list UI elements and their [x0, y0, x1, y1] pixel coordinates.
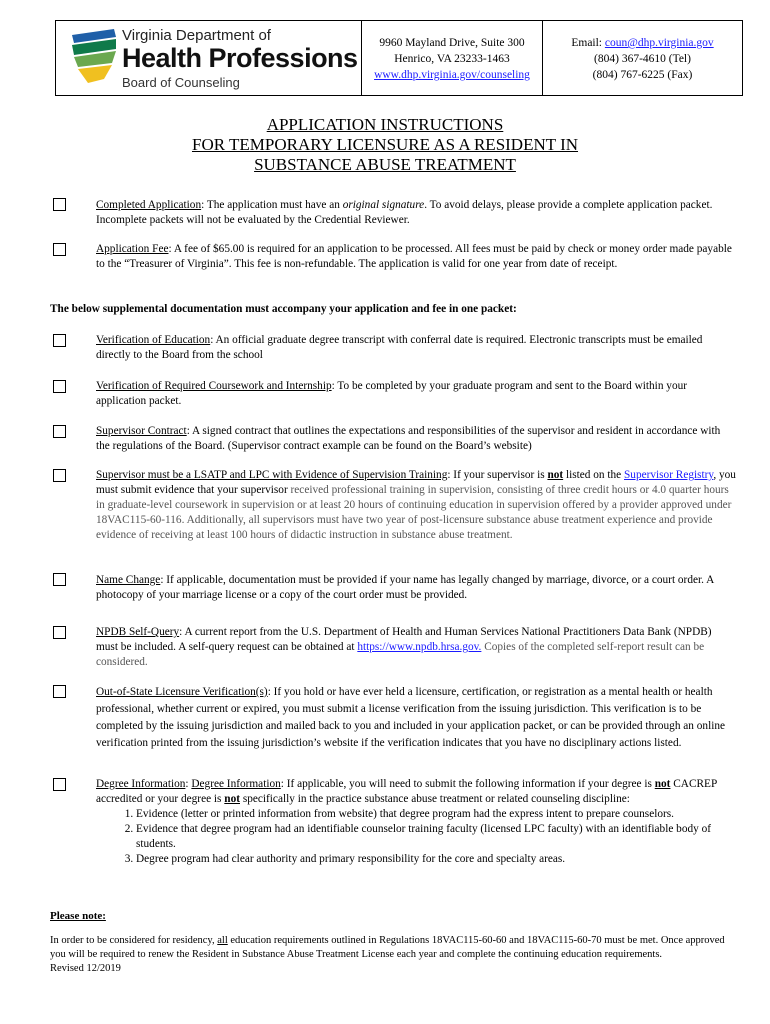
note-heading: Please note: — [50, 910, 106, 922]
checkbox-completed-application[interactable] — [53, 198, 66, 211]
supplemental-heading: The below supplemental documentation must accompany your application and fee in one packet: — [50, 303, 517, 315]
item-label: Verification of Education — [96, 334, 211, 346]
note-text: education requirements outlined in Regulations 18VAC115-60-60 and 18VAC115-60-70 must be met. Once approved you will be required to renew the Resident in Substance Abuse Treatment License each year and complete the continuing education requirements. — [50, 935, 725, 960]
email-label: Email: — [571, 37, 605, 49]
item-text: . To avoid delays, please provide a complete application packet. Incomplete packets will not be evaluated by the Credential Reviewer. — [96, 199, 713, 226]
fax-line: (804) 767-6225 (Fax) — [592, 69, 693, 81]
item-emphasis: not — [547, 469, 564, 481]
supervisor-registry-link[interactable]: Supervisor Registry — [624, 469, 714, 481]
revised-date: Revised 12/2019 — [50, 963, 121, 974]
item-label: Degree Information — [96, 778, 186, 790]
checkbox-supervisor-contract[interactable] — [53, 425, 66, 438]
contact-block — [543, 21, 742, 95]
checkbox-education[interactable] — [53, 334, 66, 347]
item-text: : To be completed by your graduate program and sent to the Board within your application packet. — [96, 380, 688, 407]
item-label: Out-of-State Licensure Verification(s) — [96, 686, 268, 698]
note-text: In order to be considered for residency, — [50, 935, 218, 946]
title-line3: SUBSTANCE ABUSE TREATMENT — [254, 155, 516, 174]
checkbox-name-change[interactable] — [53, 573, 66, 586]
item-text: : If your supervisor is — [447, 469, 548, 481]
letterhead — [55, 20, 743, 96]
note-emphasis: all — [217, 935, 228, 946]
logo-text-line1: Virginia Department of — [122, 27, 271, 44]
item-degree-information — [96, 777, 736, 867]
degree-list — [96, 807, 736, 867]
item-text: : If applicable, documentation must be provided if your name has legally changed by marriage, divorce, or a court order. A photocopy of your marriage license or a copy of the court order must be provided. — [96, 574, 714, 601]
item-label: Supervisor must be a LSATP and LPC with Evidence of Supervision Training — [96, 469, 448, 481]
item-text-grey: Copies of the completed self-report result can be considered. — [96, 641, 705, 668]
item-supervisor-training — [96, 468, 736, 543]
list-item: 1. Evidence (letter or printed information from website) that degree program had the express intent to prepare counselors. — [136, 807, 736, 822]
item-text: : A fee of $65.00 is required for an application to be processed. All fees must be paid by check or money order made payable to the “Treasurer of Virginia”. This fee is non-refundable. The application is valid for one year from date of receipt. — [96, 243, 732, 270]
checkbox-application-fee[interactable] — [53, 243, 66, 256]
item-text: : The application must have an — [201, 199, 343, 211]
logo-cell — [56, 21, 362, 95]
item-text: : If applicable, you will need to submit the following information if your degree is — [280, 778, 655, 790]
dhp-logo-icon — [66, 27, 120, 87]
checkbox-out-of-state[interactable] — [53, 685, 66, 698]
item-text: : — [185, 778, 192, 790]
item-label: Completed Application — [96, 199, 202, 211]
item-label: Verification of Required Coursework and Internship — [96, 380, 332, 392]
item-emphasis: not — [224, 793, 240, 805]
item-completed-application — [96, 198, 736, 228]
item-emphasis: original signature — [342, 199, 425, 211]
item-text: CACREP accredited or your degree is — [96, 778, 717, 805]
item-label: Degree Information — [191, 778, 281, 790]
item-emphasis: not — [654, 778, 671, 790]
item-text: : If you hold or have ever held a licensure, certification, or registration as a mental health or health professional, whether current or expired, you must submit a license verification from the issuing jurisdiction. This verification is to be completed by the issuing jurisdiction and mailed back to you and included in your application packet, or can be provided through an online verification printed from the issuing jurisdiction’s website if the verification indicates that you have no disciplinary actions listed. — [96, 686, 726, 749]
email-line — [543, 35, 742, 51]
item-label: Name Change — [96, 574, 161, 586]
item-text-grey: received professional training in supervision, consisting of three credit hours or 4.0 quarter hours in graduate-level coursework in supervision or at least 20 hours of continuing education in supervision offered by a provider approved under 18VAC115-60-116. Additionally, all supervisors must have two year of post-licensure substance abuse treatment experience and provide evidence of receiving at least 100 hours of didactic instruction in substance abuse treatment. — [96, 484, 732, 541]
email-link[interactable]: coun@dhp.virginia.gov — [604, 37, 714, 49]
tel-line: (804) 367-4610 (Tel) — [594, 53, 691, 65]
item-npdb — [96, 625, 736, 670]
item-text: specifically in the practice substance abuse treatment or related counseling discipline: — [240, 793, 630, 805]
item-label: Application Fee — [96, 243, 169, 255]
item-out-of-state — [96, 684, 736, 752]
item-name-change — [96, 573, 736, 603]
item-label: NPDB Self-Query — [96, 626, 180, 638]
list-item: 2. Evidence that degree program had an identifiable counselor training faculty (licensed LPC faculty) with an identifiable body of students. — [136, 822, 736, 852]
item-label: Supervisor Contract — [96, 425, 187, 437]
npdb-link[interactable]: https://www.npdb.hrsa.gov. — [357, 641, 482, 653]
title-line2: FOR TEMPORARY LICENSURE AS A RESIDENT IN — [191, 135, 579, 154]
checkbox-npdb[interactable] — [53, 626, 66, 639]
logo-text-line3: Board of Counseling — [122, 75, 240, 90]
item-education — [96, 333, 736, 363]
address-line1: 9960 Mayland Drive, Suite 300 — [379, 37, 525, 49]
address-block — [362, 21, 543, 95]
item-text: : An official graduate degree transcript with conferral date is required. Electronic transcripts must be emailed directly to the Board from the school — [96, 334, 703, 361]
checkbox-degree-information[interactable] — [53, 778, 66, 791]
list-item: 3. Degree program had clear authority and primary responsibility for the core and specialty areas. — [136, 852, 736, 867]
item-text: , you must submit evidence that your supervisor — [96, 469, 736, 496]
item-coursework — [96, 379, 736, 409]
checkbox-supervisor-training[interactable] — [53, 469, 66, 482]
address-line2: Henrico, VA 23233-1463 — [394, 53, 510, 65]
page-title — [0, 115, 770, 175]
note-body — [50, 934, 730, 976]
logo-text-line2: Health Professions — [122, 43, 358, 73]
item-text: listed on the — [563, 469, 625, 481]
item-application-fee — [96, 242, 736, 272]
website-link[interactable]: www.dhp.virginia.gov/counseling — [374, 69, 530, 81]
item-text: : A current report from the U.S. Department of Health and Human Services National Practitioners Data Bank (NPDB) must be included. A self-query request can be obtained at — [96, 626, 712, 653]
title-line1: APPLICATION INSTRUCTIONS — [266, 115, 504, 134]
checkbox-coursework[interactable] — [53, 380, 66, 393]
item-text: : A signed contract that outlines the expectations and responsibilities of the supervisor and resident in accordance with the regulations of the Board. (Supervisor contract example can be found on the Board’s website) — [96, 425, 721, 452]
item-supervisor-contract — [96, 424, 736, 454]
